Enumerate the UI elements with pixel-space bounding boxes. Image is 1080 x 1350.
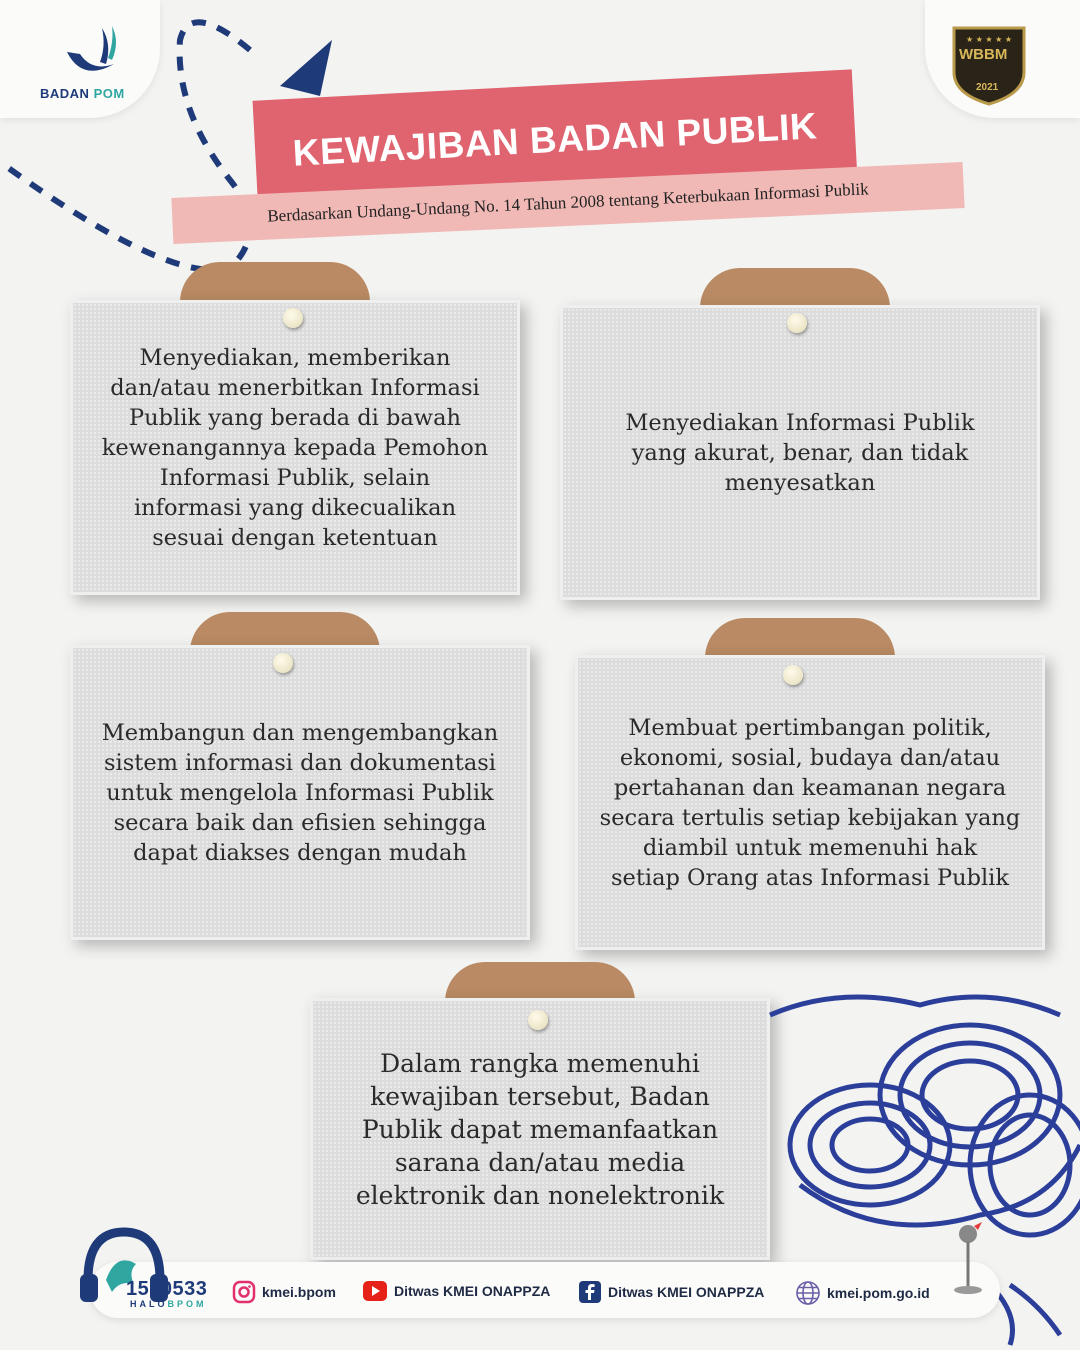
pushpin-icon [783,665,803,685]
hotline-number: 1500533 [126,1278,208,1300]
facebook-icon [578,1280,602,1304]
globe-icon [795,1280,821,1306]
note-text: Membuat pertimbangan politik, ekonomi, sosial, budaya dan/atau pertahanan dan keamanan negara secara tertulis setiap kebijakan yang diambil untuk memenuhi hak setiap Orang atas Informasi Publik [599,714,1021,891]
note-text: Membangun dan mengembangkan sistem informasi dan dokumentasi untuk mengelola Informasi Publik secara baik dan efisien sehingga dapat diakses dengan mudah [101,719,499,866]
pushpin-icon [273,653,293,673]
note-card [310,998,770,1260]
instagram-icon [232,1280,256,1304]
instagram-handle: kmei.bpom [262,1284,336,1300]
microphone-icon [948,1220,998,1300]
youtube-link[interactable] [362,1280,550,1302]
wbbm-badge-icon [950,22,1028,106]
pushpin-icon [787,313,807,333]
hotline-label: HALOBPOM [130,1299,207,1309]
badge-year: 2021 [976,82,999,93]
facebook-link[interactable] [578,1280,764,1304]
facebook-page: Ditwas KMEI ONAPPZA [608,1284,765,1300]
svg-text:★ ★ ★ ★ ★: ★ ★ ★ ★ ★ [965,35,1013,44]
note-card [575,655,1045,950]
instagram-link[interactable] [232,1280,336,1304]
note-text: Menyediakan, memberikan dan/atau menerbitkan Informasi Publik yang berada di bawah kewenangannya kepada Pemohon Informasi Publik, selain informasi yang dikecualikan sesuai dengan ketentuan [101,344,489,551]
youtube-channel: Ditwas KMEI ONAPPZA [394,1283,551,1299]
note-text: Dalam rangka memenuhi kewajiban tersebut, Badan Publik dapat memanfaatkan sarana dan/atau media elektronik dan nonelektronik [355,1048,725,1210]
note-card [560,305,1040,600]
website-link[interactable] [795,1280,930,1306]
pushpin-icon [528,1010,548,1030]
website-url: kmei.pom.go.id [827,1285,930,1301]
page-title: KEWAJIBAN BADAN PUBLIK [291,105,819,174]
pushpin-icon [283,308,303,328]
note-card [70,645,530,940]
note-card [70,300,520,595]
badge-card [925,0,1080,118]
brand-name: BADAN POM [40,86,125,101]
badge-title: WBBM [959,46,1008,63]
note-text: Menyediakan Informasi Publik yang akurat, benar, dan tidak menyesatkan [625,409,975,496]
page-subtitle: Berdasarkan Undang-Undang No. 14 Tahun 2008 tentang Keterbukaan Informasi Publik [266,179,870,226]
youtube-icon [362,1280,388,1302]
